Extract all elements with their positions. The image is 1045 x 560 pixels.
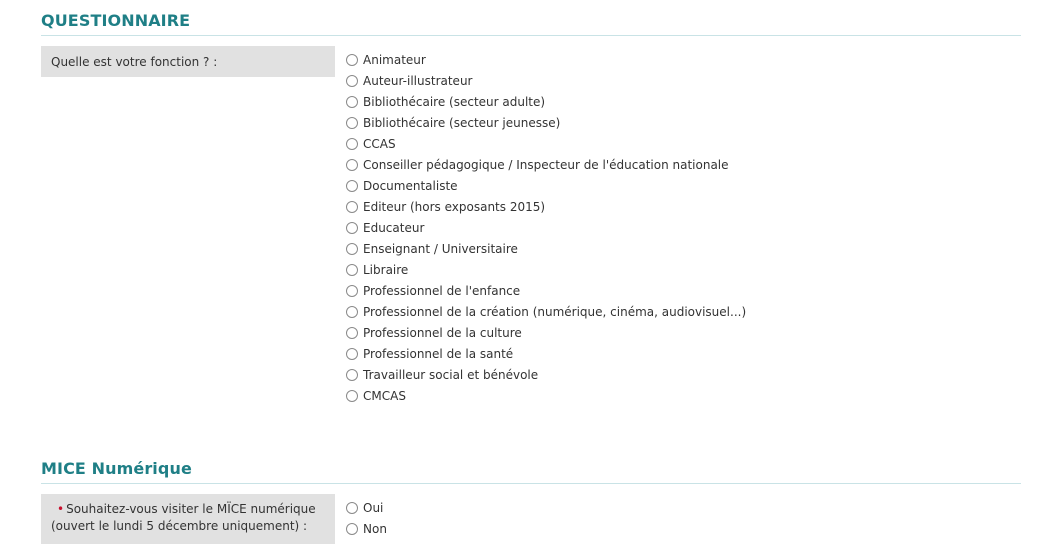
questionnaire-divider xyxy=(41,35,1021,36)
fonction-option-label: CMCAS xyxy=(363,388,406,403)
radio-button[interactable] xyxy=(346,75,358,87)
radio-button[interactable] xyxy=(346,180,358,192)
mice-option-label: Non xyxy=(363,521,387,536)
radio-button[interactable] xyxy=(346,264,358,276)
fonction-option[interactable] xyxy=(346,364,746,385)
fonction-option-label: Educateur xyxy=(363,220,425,235)
radio-button[interactable] xyxy=(346,138,358,150)
fonction-option[interactable] xyxy=(346,301,746,322)
fonction-option-label: Bibliothécaire (secteur jeunesse) xyxy=(363,115,561,130)
fonction-option-label: Professionnel de la santé xyxy=(363,346,514,361)
fonction-option-label: CCAS xyxy=(363,136,396,151)
fonction-option[interactable] xyxy=(346,154,746,175)
mice-question-text-line2: (ouvert le lundi 5 décembre uniquement) : xyxy=(51,519,308,533)
mice-question-text-line1: Souhaitez-vous visiter le MÏCE numérique xyxy=(66,502,316,516)
fonction-option-label: Bibliothécaire (secteur adulte) xyxy=(363,94,546,109)
fonction-option-label: Professionnel de la création (numérique, cinéma, audiovisuel...) xyxy=(363,304,747,319)
fonction-option[interactable] xyxy=(346,280,746,301)
mice-divider xyxy=(41,483,1021,484)
fonction-option[interactable] xyxy=(346,259,746,280)
fonction-question-label xyxy=(41,46,335,77)
fonction-option-label: Professionnel de l'enfance xyxy=(363,283,521,298)
fonction-option[interactable] xyxy=(346,196,746,217)
radio-button[interactable] xyxy=(346,96,358,108)
fonction-option-label: Editeur (hors exposants 2015) xyxy=(363,199,546,214)
radio-button[interactable] xyxy=(346,348,358,360)
questionnaire-section-title: QUESTIONNAIRE xyxy=(41,11,191,30)
mice-question-line1 xyxy=(51,501,325,518)
radio-button[interactable] xyxy=(346,201,358,213)
mice-option-non[interactable] xyxy=(346,518,387,539)
fonction-radio-group xyxy=(346,49,746,406)
radio-button[interactable] xyxy=(346,327,358,339)
radio-button[interactable] xyxy=(346,390,358,402)
mice-question-label xyxy=(41,494,335,544)
radio-button[interactable] xyxy=(346,117,358,129)
fonction-question-text: Quelle est votre fonction ? : xyxy=(51,55,218,69)
fonction-option-label: Professionnel de la culture xyxy=(363,325,522,340)
radio-button[interactable] xyxy=(346,306,358,318)
fonction-option[interactable] xyxy=(346,112,746,133)
fonction-option[interactable] xyxy=(346,385,746,406)
fonction-option[interactable] xyxy=(346,238,746,259)
mice-option-label: Oui xyxy=(363,500,384,515)
fonction-option[interactable] xyxy=(346,70,746,91)
mice-radio-group xyxy=(346,497,387,539)
required-marker: • xyxy=(57,502,65,516)
fonction-option-label: Enseignant / Universitaire xyxy=(363,241,518,256)
fonction-option[interactable] xyxy=(346,49,746,70)
fonction-option[interactable] xyxy=(346,322,746,343)
radio-button[interactable] xyxy=(346,159,358,171)
radio-button[interactable] xyxy=(346,243,358,255)
fonction-option[interactable] xyxy=(346,343,746,364)
fonction-option-label: Animateur xyxy=(363,52,426,67)
fonction-option[interactable] xyxy=(346,133,746,154)
mice-section-title: MICE Numérique xyxy=(41,459,192,478)
fonction-option-label: Auteur-illustrateur xyxy=(363,73,473,88)
fonction-option[interactable] xyxy=(346,91,746,112)
mice-option-oui[interactable] xyxy=(346,497,387,518)
fonction-option-label: Documentaliste xyxy=(363,178,458,193)
fonction-option-label: Travailleur social et bénévole xyxy=(363,367,539,382)
radio-button[interactable] xyxy=(346,285,358,297)
radio-button[interactable] xyxy=(346,222,358,234)
fonction-option-label: Conseiller pédagogique / Inspecteur de l'éducation nationale xyxy=(363,157,729,172)
radio-button[interactable] xyxy=(346,54,358,66)
fonction-option-label: Libraire xyxy=(363,262,409,277)
fonction-option[interactable] xyxy=(346,175,746,196)
radio-button[interactable] xyxy=(346,523,358,535)
fonction-option[interactable] xyxy=(346,217,746,238)
radio-button[interactable] xyxy=(346,502,358,514)
radio-button[interactable] xyxy=(346,369,358,381)
